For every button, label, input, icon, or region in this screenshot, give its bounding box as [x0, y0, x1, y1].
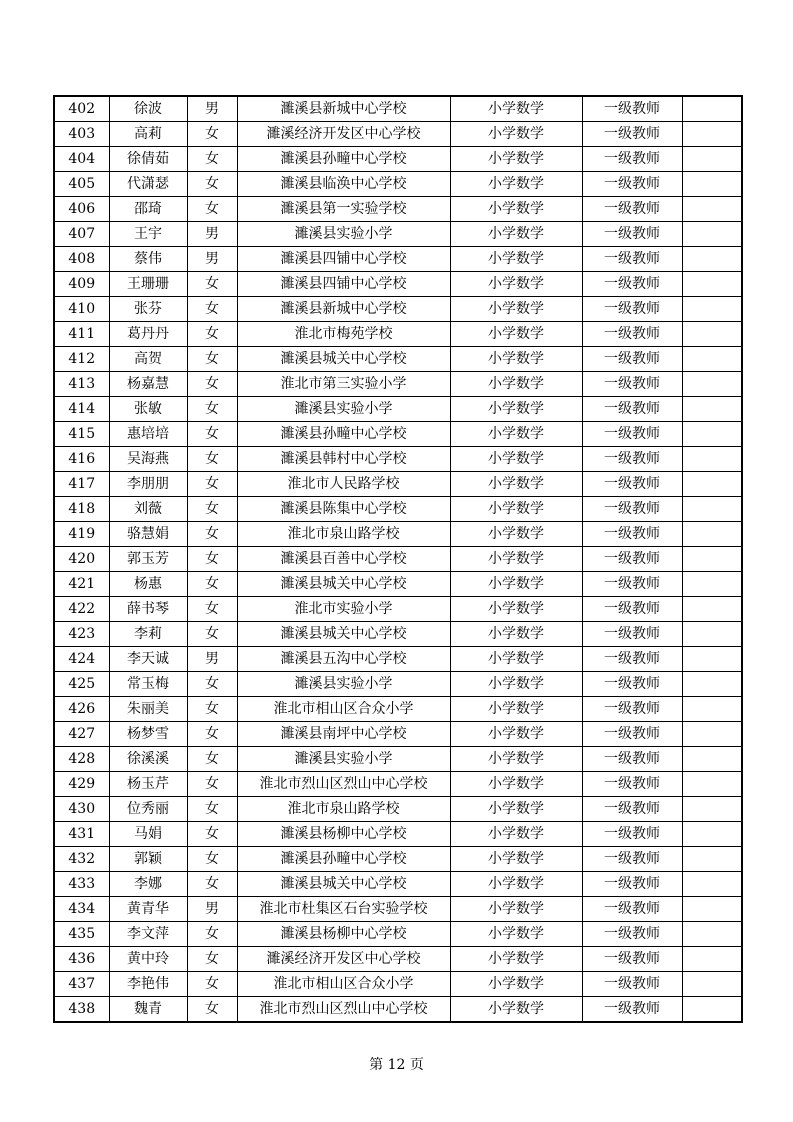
name-cell: 张敏 [109, 397, 187, 422]
subject-cell: 小学数学 [450, 447, 582, 472]
gender-cell: 女 [187, 122, 237, 147]
subject-cell: 小学数学 [450, 222, 582, 247]
note-cell [682, 747, 742, 772]
gender-cell: 男 [187, 647, 237, 672]
subject-cell: 小学数学 [450, 597, 582, 622]
subject-cell: 小学数学 [450, 672, 582, 697]
note-cell [682, 96, 742, 122]
title-cell: 一级教师 [582, 622, 682, 647]
gender-cell: 男 [187, 897, 237, 922]
table-row [54, 772, 742, 797]
name-cell: 高莉 [109, 122, 187, 147]
seq-cell: 437 [54, 972, 109, 997]
subject-cell: 小学数学 [450, 622, 582, 647]
page-number: 第 12 页 [369, 1057, 424, 1073]
subject-cell: 小学数学 [450, 822, 582, 847]
name-cell: 杨梦雪 [109, 722, 187, 747]
table-row [54, 297, 742, 322]
seq-cell: 429 [54, 772, 109, 797]
table-row [54, 247, 742, 272]
name-cell: 张芬 [109, 297, 187, 322]
title-cell: 一级教师 [582, 272, 682, 297]
gender-cell: 女 [187, 322, 237, 347]
subject-cell: 小学数学 [450, 547, 582, 572]
note-cell [682, 397, 742, 422]
school-cell: 濉溪县城关中心学校 [237, 347, 450, 372]
gender-cell: 女 [187, 522, 237, 547]
school-cell: 濉溪县临涣中心学校 [237, 172, 450, 197]
gender-cell: 女 [187, 722, 237, 747]
table-row [54, 122, 742, 147]
title-cell: 一级教师 [582, 797, 682, 822]
school-cell: 淮北市泉山路学校 [237, 522, 450, 547]
subject-cell: 小学数学 [450, 247, 582, 272]
note-cell [682, 622, 742, 647]
table-row [54, 747, 742, 772]
school-cell: 淮北市实验小学 [237, 597, 450, 622]
subject-cell: 小学数学 [450, 997, 582, 1023]
table-row [54, 897, 742, 922]
table-row [54, 397, 742, 422]
seq-cell: 433 [54, 872, 109, 897]
gender-cell: 男 [187, 96, 237, 122]
school-cell: 濉溪县韩村中心学校 [237, 447, 450, 472]
title-cell: 一级教师 [582, 297, 682, 322]
table-row [54, 572, 742, 597]
note-cell [682, 997, 742, 1023]
seq-cell: 438 [54, 997, 109, 1023]
name-cell: 李艳伟 [109, 972, 187, 997]
table-row [54, 447, 742, 472]
subject-cell: 小学数学 [450, 497, 582, 522]
gender-cell: 女 [187, 447, 237, 472]
gender-cell: 女 [187, 272, 237, 297]
note-cell [682, 722, 742, 747]
name-cell: 李娜 [109, 872, 187, 897]
seq-cell: 434 [54, 897, 109, 922]
name-cell: 刘薇 [109, 497, 187, 522]
title-cell: 一级教师 [582, 397, 682, 422]
school-cell: 濉溪县陈集中心学校 [237, 497, 450, 522]
name-cell: 魏青 [109, 997, 187, 1023]
school-cell: 淮北市杜集区石台实验学校 [237, 897, 450, 922]
school-cell: 濉溪县实验小学 [237, 747, 450, 772]
seq-cell: 411 [54, 322, 109, 347]
teacher-roster-table [53, 95, 743, 1023]
gender-cell: 女 [187, 472, 237, 497]
name-cell: 邵琦 [109, 197, 187, 222]
school-cell: 濉溪县孙疃中心学校 [237, 847, 450, 872]
name-cell: 李莉 [109, 622, 187, 647]
school-cell: 淮北市梅苑学校 [237, 322, 450, 347]
subject-cell: 小学数学 [450, 722, 582, 747]
table-row [54, 672, 742, 697]
gender-cell: 女 [187, 847, 237, 872]
name-cell: 李文萍 [109, 922, 187, 947]
school-cell: 濉溪县城关中心学校 [237, 872, 450, 897]
subject-cell: 小学数学 [450, 322, 582, 347]
name-cell: 郭玉芳 [109, 547, 187, 572]
note-cell [682, 272, 742, 297]
table-row [54, 96, 742, 122]
title-cell: 一级教师 [582, 222, 682, 247]
subject-cell: 小学数学 [450, 772, 582, 797]
note-cell [682, 472, 742, 497]
name-cell: 郭颖 [109, 847, 187, 872]
subject-cell: 小学数学 [450, 922, 582, 947]
subject-cell: 小学数学 [450, 697, 582, 722]
table-row [54, 822, 742, 847]
subject-cell: 小学数学 [450, 472, 582, 497]
seq-cell: 430 [54, 797, 109, 822]
name-cell: 徐倩茹 [109, 147, 187, 172]
table-row [54, 847, 742, 872]
title-cell: 一级教师 [582, 172, 682, 197]
table-row [54, 372, 742, 397]
name-cell: 王珊珊 [109, 272, 187, 297]
note-cell [682, 447, 742, 472]
gender-cell: 女 [187, 972, 237, 997]
roster-body [54, 96, 742, 1022]
subject-cell: 小学数学 [450, 797, 582, 822]
note-cell [682, 147, 742, 172]
subject-cell: 小学数学 [450, 147, 582, 172]
note-cell [682, 172, 742, 197]
seq-cell: 403 [54, 122, 109, 147]
note-cell [682, 897, 742, 922]
note-cell [682, 922, 742, 947]
title-cell: 一级教师 [582, 747, 682, 772]
gender-cell: 男 [187, 247, 237, 272]
table-row [54, 872, 742, 897]
name-cell: 徐溪溪 [109, 747, 187, 772]
seq-cell: 414 [54, 397, 109, 422]
name-cell: 惠培培 [109, 422, 187, 447]
title-cell: 一级教师 [582, 322, 682, 347]
table-row [54, 172, 742, 197]
seq-cell: 435 [54, 922, 109, 947]
gender-cell: 女 [187, 547, 237, 572]
note-cell [682, 972, 742, 997]
name-cell: 蔡伟 [109, 247, 187, 272]
seq-cell: 402 [54, 96, 109, 122]
gender-cell: 女 [187, 497, 237, 522]
note-cell [682, 697, 742, 722]
title-cell: 一级教师 [582, 722, 682, 747]
note-cell [682, 347, 742, 372]
seq-cell: 426 [54, 697, 109, 722]
school-cell: 濉溪县实验小学 [237, 672, 450, 697]
title-cell: 一级教师 [582, 472, 682, 497]
title-cell: 一级教师 [582, 597, 682, 622]
school-cell: 濉溪县孙疃中心学校 [237, 147, 450, 172]
name-cell: 朱丽美 [109, 697, 187, 722]
seq-cell: 416 [54, 447, 109, 472]
subject-cell: 小学数学 [450, 172, 582, 197]
name-cell: 吴海燕 [109, 447, 187, 472]
name-cell: 常玉梅 [109, 672, 187, 697]
title-cell: 一级教师 [582, 897, 682, 922]
table-row [54, 972, 742, 997]
title-cell: 一级教师 [582, 422, 682, 447]
note-cell [682, 372, 742, 397]
gender-cell: 女 [187, 797, 237, 822]
table-row [54, 197, 742, 222]
title-cell: 一级教师 [582, 772, 682, 797]
name-cell: 杨玉芹 [109, 772, 187, 797]
table-row [54, 922, 742, 947]
gender-cell: 女 [187, 997, 237, 1023]
note-cell [682, 647, 742, 672]
seq-cell: 421 [54, 572, 109, 597]
note-cell [682, 222, 742, 247]
gender-cell: 女 [187, 922, 237, 947]
table-row [54, 647, 742, 672]
name-cell: 葛丹丹 [109, 322, 187, 347]
table-row [54, 322, 742, 347]
name-cell: 骆慧娟 [109, 522, 187, 547]
seq-cell: 431 [54, 822, 109, 847]
title-cell: 一级教师 [582, 197, 682, 222]
name-cell: 位秀丽 [109, 797, 187, 822]
title-cell: 一级教师 [582, 547, 682, 572]
seq-cell: 420 [54, 547, 109, 572]
table-row [54, 222, 742, 247]
title-cell: 一级教师 [582, 147, 682, 172]
title-cell: 一级教师 [582, 572, 682, 597]
gender-cell: 女 [187, 622, 237, 647]
name-cell: 高贺 [109, 347, 187, 372]
subject-cell: 小学数学 [450, 272, 582, 297]
seq-cell: 432 [54, 847, 109, 872]
gender-cell: 女 [187, 672, 237, 697]
subject-cell: 小学数学 [450, 647, 582, 672]
title-cell: 一级教师 [582, 997, 682, 1023]
subject-cell: 小学数学 [450, 397, 582, 422]
title-cell: 一级教师 [582, 522, 682, 547]
title-cell: 一级教师 [582, 647, 682, 672]
note-cell [682, 322, 742, 347]
note-cell [682, 597, 742, 622]
gender-cell: 女 [187, 372, 237, 397]
note-cell [682, 297, 742, 322]
note-cell [682, 247, 742, 272]
gender-cell: 女 [187, 872, 237, 897]
gender-cell: 女 [187, 347, 237, 372]
name-cell: 黄青华 [109, 897, 187, 922]
seq-cell: 412 [54, 347, 109, 372]
subject-cell: 小学数学 [450, 872, 582, 897]
seq-cell: 408 [54, 247, 109, 272]
name-cell: 杨嘉慧 [109, 372, 187, 397]
note-cell [682, 422, 742, 447]
name-cell: 代潇瑟 [109, 172, 187, 197]
title-cell: 一级教师 [582, 347, 682, 372]
note-cell [682, 872, 742, 897]
subject-cell: 小学数学 [450, 372, 582, 397]
seq-cell: 404 [54, 147, 109, 172]
name-cell: 李天诚 [109, 647, 187, 672]
subject-cell: 小学数学 [450, 122, 582, 147]
seq-cell: 423 [54, 622, 109, 647]
school-cell: 淮北市相山区合众小学 [237, 972, 450, 997]
seq-cell: 407 [54, 222, 109, 247]
table-row [54, 622, 742, 647]
school-cell: 濉溪经济开发区中心学校 [237, 122, 450, 147]
title-cell: 一级教师 [582, 697, 682, 722]
school-cell: 淮北市烈山区烈山中心学校 [237, 997, 450, 1023]
title-cell: 一级教师 [582, 247, 682, 272]
gender-cell: 女 [187, 197, 237, 222]
subject-cell: 小学数学 [450, 747, 582, 772]
title-cell: 一级教师 [582, 947, 682, 972]
subject-cell: 小学数学 [450, 197, 582, 222]
note-cell [682, 197, 742, 222]
subject-cell: 小学数学 [450, 522, 582, 547]
table-row [54, 597, 742, 622]
subject-cell: 小学数学 [450, 422, 582, 447]
school-cell: 濉溪县四铺中心学校 [237, 247, 450, 272]
school-cell: 濉溪县新城中心学校 [237, 96, 450, 122]
name-cell: 李朋朋 [109, 472, 187, 497]
school-cell: 濉溪县城关中心学校 [237, 572, 450, 597]
seq-cell: 417 [54, 472, 109, 497]
subject-cell: 小学数学 [450, 347, 582, 372]
seq-cell: 415 [54, 422, 109, 447]
gender-cell: 女 [187, 822, 237, 847]
note-cell [682, 772, 742, 797]
seq-cell: 410 [54, 297, 109, 322]
gender-cell: 女 [187, 397, 237, 422]
title-cell: 一级教师 [582, 372, 682, 397]
school-cell: 濉溪经济开发区中心学校 [237, 947, 450, 972]
table-row [54, 147, 742, 172]
subject-cell: 小学数学 [450, 847, 582, 872]
seq-cell: 424 [54, 647, 109, 672]
gender-cell: 女 [187, 597, 237, 622]
school-cell: 淮北市烈山区烈山中心学校 [237, 772, 450, 797]
table-row [54, 947, 742, 972]
table-row [54, 547, 742, 572]
school-cell: 濉溪县百善中心学校 [237, 547, 450, 572]
note-cell [682, 497, 742, 522]
school-cell: 濉溪县实验小学 [237, 222, 450, 247]
note-cell [682, 847, 742, 872]
gender-cell: 女 [187, 172, 237, 197]
school-cell: 濉溪县五沟中心学校 [237, 647, 450, 672]
school-cell: 濉溪县四铺中心学校 [237, 272, 450, 297]
note-cell [682, 672, 742, 697]
seq-cell: 419 [54, 522, 109, 547]
seq-cell: 406 [54, 197, 109, 222]
gender-cell: 女 [187, 422, 237, 447]
note-cell [682, 797, 742, 822]
name-cell: 马娟 [109, 822, 187, 847]
gender-cell: 女 [187, 297, 237, 322]
subject-cell: 小学数学 [450, 947, 582, 972]
subject-cell: 小学数学 [450, 897, 582, 922]
table-row [54, 347, 742, 372]
seq-cell: 418 [54, 497, 109, 522]
title-cell: 一级教师 [582, 672, 682, 697]
note-cell [682, 822, 742, 847]
gender-cell: 女 [187, 747, 237, 772]
table-row [54, 472, 742, 497]
table-row [54, 797, 742, 822]
gender-cell: 男 [187, 222, 237, 247]
title-cell: 一级教师 [582, 122, 682, 147]
title-cell: 一级教师 [582, 847, 682, 872]
title-cell: 一级教师 [582, 872, 682, 897]
subject-cell: 小学数学 [450, 96, 582, 122]
gender-cell: 女 [187, 772, 237, 797]
title-cell: 一级教师 [582, 96, 682, 122]
gender-cell: 女 [187, 947, 237, 972]
seq-cell: 409 [54, 272, 109, 297]
name-cell: 黄中玲 [109, 947, 187, 972]
table-row [54, 522, 742, 547]
name-cell: 王宇 [109, 222, 187, 247]
school-cell: 淮北市第三实验小学 [237, 372, 450, 397]
school-cell: 濉溪县实验小学 [237, 397, 450, 422]
school-cell: 濉溪县第一实验学校 [237, 197, 450, 222]
gender-cell: 女 [187, 572, 237, 597]
name-cell: 薛书琴 [109, 597, 187, 622]
seq-cell: 428 [54, 747, 109, 772]
table-row [54, 497, 742, 522]
school-cell: 濉溪县新城中心学校 [237, 297, 450, 322]
name-cell: 徐波 [109, 96, 187, 122]
note-cell [682, 122, 742, 147]
school-cell: 濉溪县城关中心学校 [237, 622, 450, 647]
gender-cell: 女 [187, 697, 237, 722]
school-cell: 淮北市相山区合众小学 [237, 697, 450, 722]
note-cell [682, 547, 742, 572]
subject-cell: 小学数学 [450, 297, 582, 322]
school-cell: 濉溪县南坪中心学校 [237, 722, 450, 747]
title-cell: 一级教师 [582, 497, 682, 522]
school-cell: 淮北市人民路学校 [237, 472, 450, 497]
table-row [54, 697, 742, 722]
title-cell: 一级教师 [582, 822, 682, 847]
seq-cell: 427 [54, 722, 109, 747]
seq-cell: 405 [54, 172, 109, 197]
subject-cell: 小学数学 [450, 572, 582, 597]
title-cell: 一级教师 [582, 922, 682, 947]
table-row [54, 997, 742, 1023]
seq-cell: 425 [54, 672, 109, 697]
seq-cell: 436 [54, 947, 109, 972]
school-cell: 濉溪县孙疃中心学校 [237, 422, 450, 447]
table-row [54, 422, 742, 447]
table-row [54, 722, 742, 747]
gender-cell: 女 [187, 147, 237, 172]
title-cell: 一级教师 [582, 972, 682, 997]
school-cell: 濉溪县杨柳中心学校 [237, 922, 450, 947]
school-cell: 淮北市泉山路学校 [237, 797, 450, 822]
seq-cell: 422 [54, 597, 109, 622]
note-cell [682, 522, 742, 547]
table-row [54, 272, 742, 297]
note-cell [682, 947, 742, 972]
school-cell: 濉溪县杨柳中心学校 [237, 822, 450, 847]
title-cell: 一级教师 [582, 447, 682, 472]
subject-cell: 小学数学 [450, 972, 582, 997]
seq-cell: 413 [54, 372, 109, 397]
note-cell [682, 572, 742, 597]
name-cell: 杨惠 [109, 572, 187, 597]
